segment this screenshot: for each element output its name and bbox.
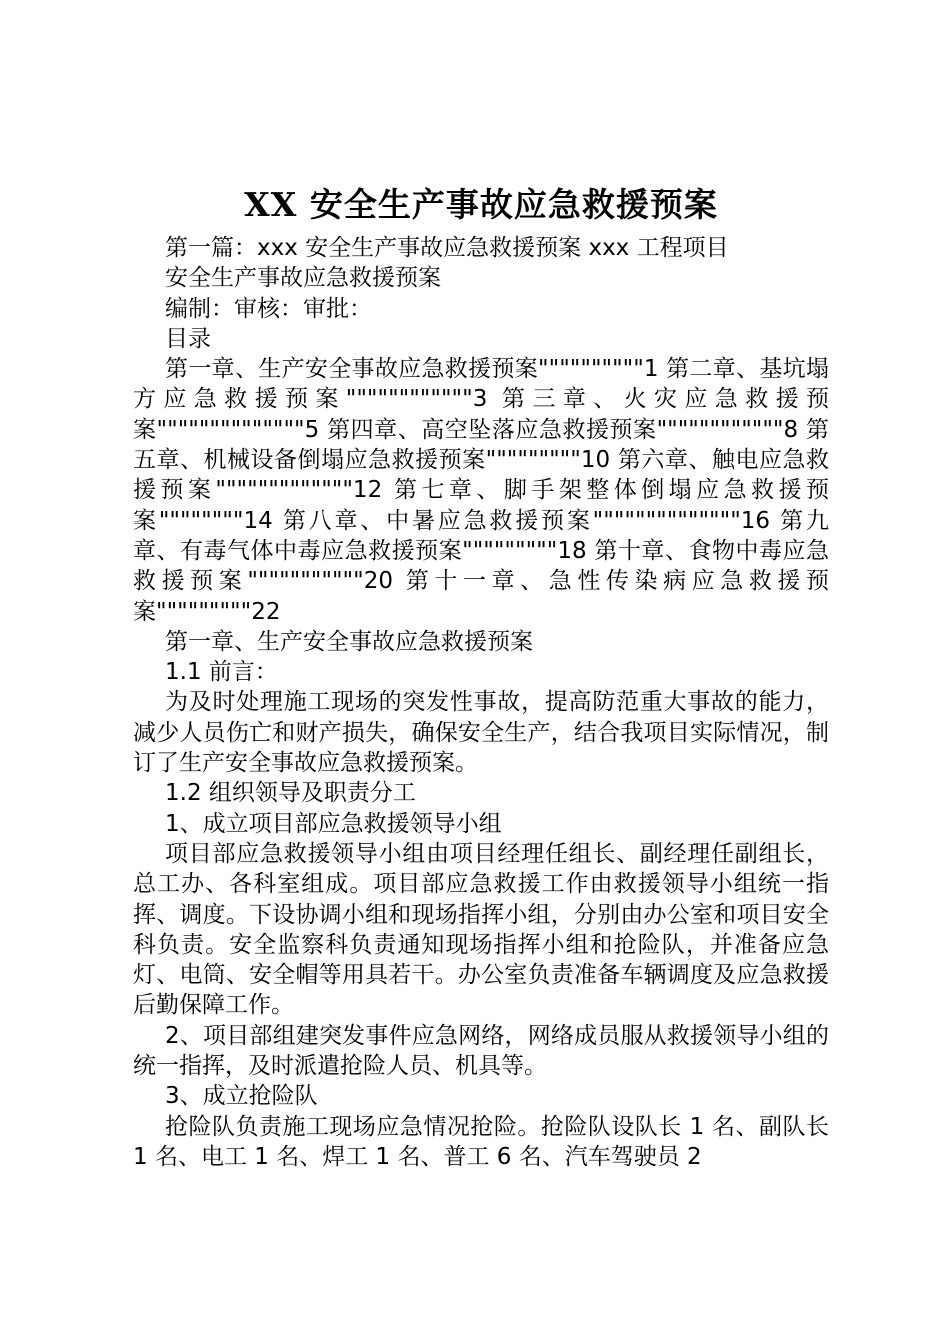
paragraph-series-heading: 第一篇：xxx 安全生产事故应急救援预案 xxx 工程项目 <box>165 235 729 261</box>
paragraph-toc-heading: 目录 <box>165 325 211 352</box>
paragraph-toc-entries: 第一章、生产安全事故应急救援预案""""""""""1 第二章、基坑塌方应急救援预案""""""""""""3 第三章、火灾应急救援预案""""""""""""""5 第四章、高空坠落应急救援预案""""""""""""8 第五章、机械设备倒塌应急救援预案"""""""""10 第六章、触电应急救援预案"""""""""""""12 第七章、脚手架整体倒塌应急救援预案""""""""14 第八章、中暑应急救援预案""""""""""""""16 第九章、有毒气体中毒应急救援预案"""""""""18 第十章、食物中毒应急救援预案"""""""""""20 第十一章、急性传染病应急救援预案"""""""""22 <box>133 356 829 625</box>
paragraph-chapter-1-heading: 第一章、生产安全事故应急救援预案 <box>165 628 533 655</box>
paragraph-section-1-1: 1.1 前言： <box>165 659 278 686</box>
document-page <box>133 0 829 1344</box>
paragraph-preface-body: 为及时处理施工现场的突发性事故，提高防范重大事故的能力，减少人员伤亡和财产损失，确保安全生产，结合我项目实际情况，制订了生产安全事故应急救援预案。 <box>133 689 829 777</box>
paragraph-rescue-team-body: 抢险队负责施工现场应急情况抢险。抢险队设队长 1 名、副队长 1 名、电工 1 名、焊工 1 名、普工 6 名、汽车驾驶员 2 <box>133 1113 829 1170</box>
paragraph-plan-name: 安全生产事故应急救援预案 <box>165 265 441 292</box>
paragraph-item-1: 1、成立项目部应急救援领导小组 <box>165 810 502 837</box>
document-title: XX 安全生产事故应急救援预案 <box>244 185 718 224</box>
paragraph-section-1-2: 1.2 组织领导及职责分工 <box>165 780 416 807</box>
paragraph-item-2: 2、项目部组建突发事件应急网络，网络成员服从救援领导小组的统一指挥，及时派遣抢险人员、机具等。 <box>133 1022 829 1080</box>
paragraph-leadership-body: 项目部应急救援领导小组由项目经理任组长、副经理任副组长，总工办、各科室组成。项目部应急救援工作由救援领导小组统一指挥、调度。下设协调小组和现场指挥小组，分别由办公室和项目安全科负责。安全监察科负责通知现场指挥小组和抢险队，并准备应急灯、电筒、安全帽等用具若干。办公室负责准备车辆调度及应急救援后勤保障工作。 <box>133 840 829 1019</box>
paragraph-approvals: 编制：审核：审批： <box>165 295 372 322</box>
document-body <box>133 233 829 1172</box>
paragraph-item-3: 3、成立抢险队 <box>165 1083 318 1110</box>
